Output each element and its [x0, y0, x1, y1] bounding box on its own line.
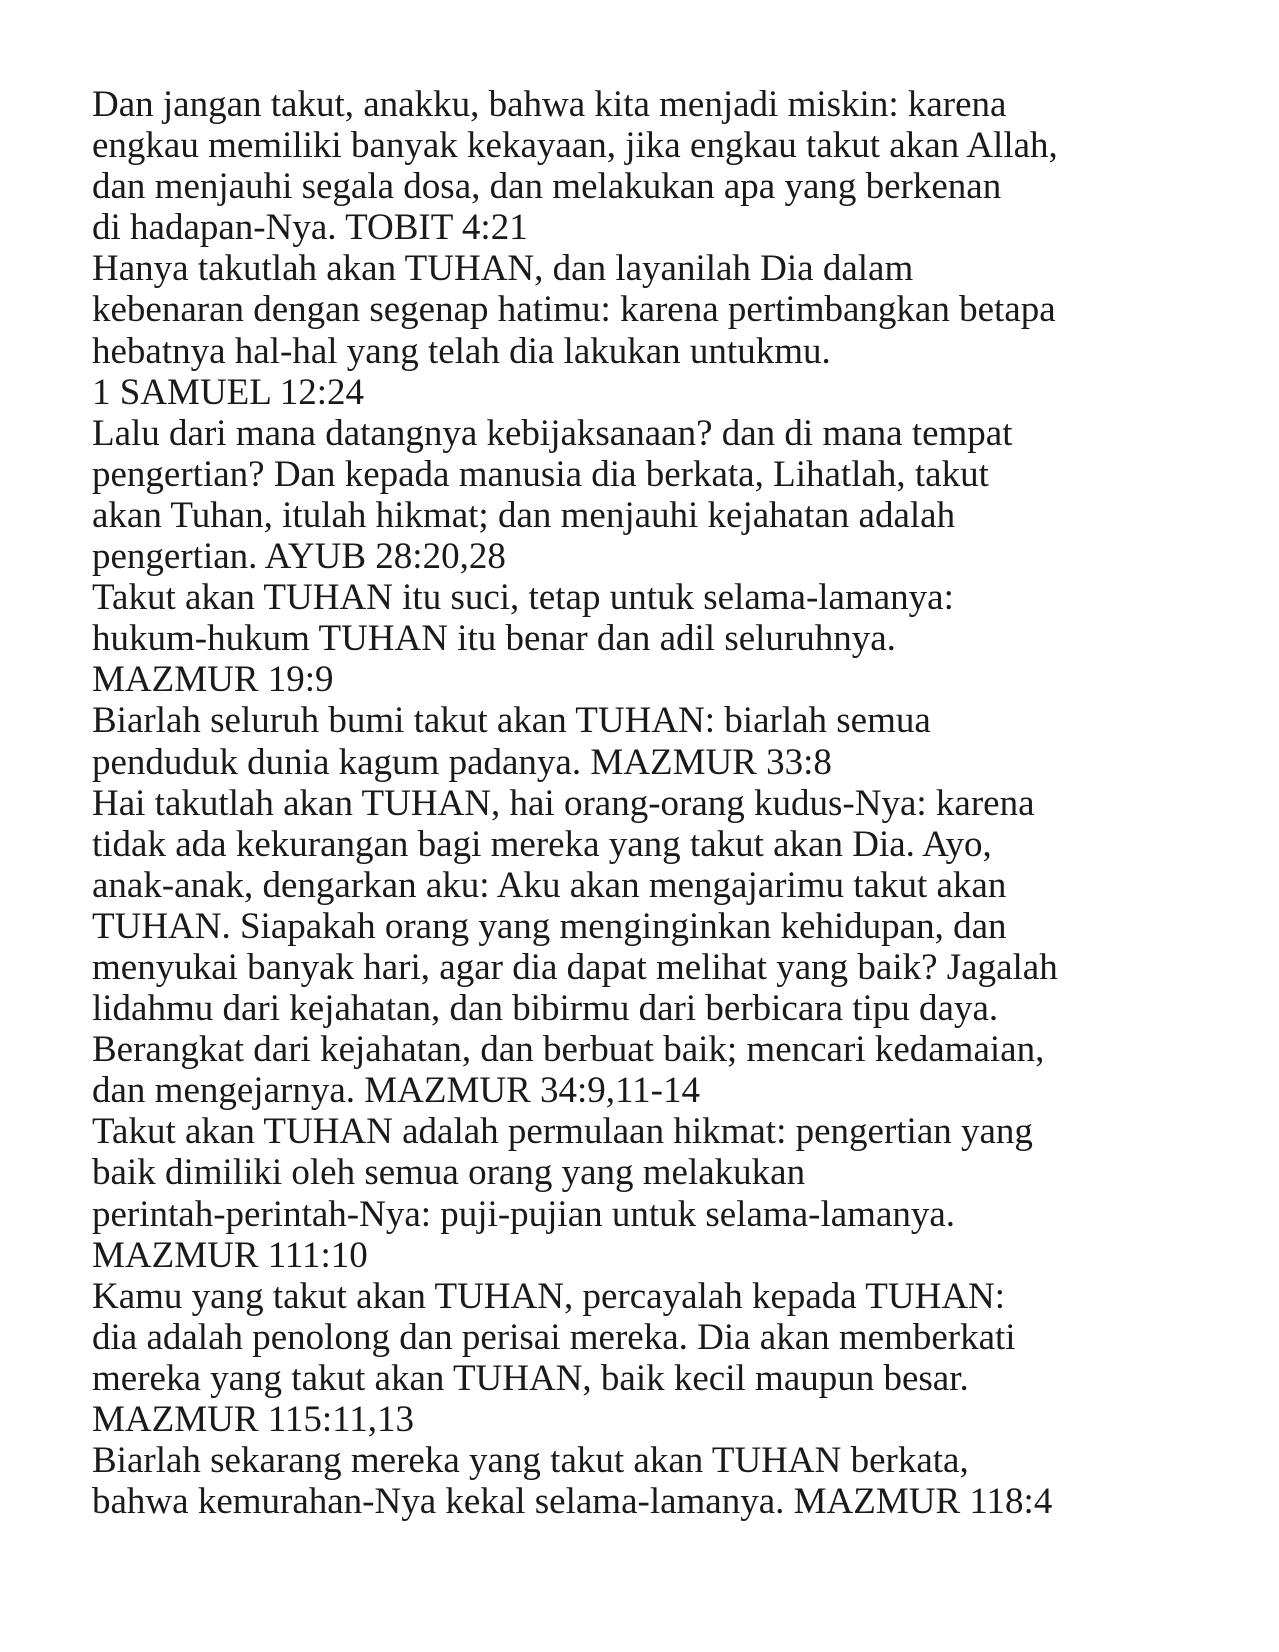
- text-line: Takut akan TUHAN itu suci, tetap untuk selama-lamanya:: [92, 577, 954, 619]
- text-line: dan menjauhi segala dosa, dan melakukan apa yang berkenan: [92, 166, 1002, 208]
- text-line: tidak ada kekurangan bagi mereka yang takut akan Dia. Ayo,: [92, 823, 992, 865]
- text-line: anak-anak, dengarkan aku: Aku akan mengajarimu takut akan: [92, 864, 1007, 906]
- text-line: kebenaran dengan segenap hatimu: karena pertimbangkan betapa: [92, 289, 1056, 331]
- text-line: menyukai banyak hari, agar dia dapat melihat yang baik? Jagalah: [92, 946, 1058, 988]
- text-line: Biarlah seluruh bumi takut akan TUHAN: biarlah semua: [92, 700, 931, 742]
- text-line: dia adalah penolong dan perisai mereka. Dia akan memberkati: [92, 1316, 1016, 1358]
- text-line: Kamu yang takut akan TUHAN, percayalah kepada TUHAN:: [92, 1275, 1006, 1317]
- text-line: pengertian. AYUB 28:20,28: [92, 536, 506, 578]
- text-line: mereka yang takut akan TUHAN, baik kecil maupun besar.: [92, 1357, 969, 1399]
- text-line: lidahmu dari kejahatan, dan bibirmu dari berbicara tipu daya.: [92, 988, 999, 1030]
- text-line: hebatnya hal-hal yang telah dia lakukan untukmu.: [92, 330, 831, 372]
- text-line: engkau memiliki banyak kekayaan, jika engkau takut akan Allah,: [92, 125, 1058, 167]
- text-line: Takut akan TUHAN adalah permulaan hikmat: pengertian yang: [92, 1111, 1033, 1153]
- text-line: Lalu dari mana datangnya kebijaksanaan? dan di mana tempat: [92, 412, 1013, 454]
- text-line: Berangkat dari kejahatan, dan berbuat baik; mencari kedamaian,: [92, 1029, 1045, 1071]
- scripture-text-block: [92, 84, 1279, 1522]
- text-line: Biarlah sekarang mereka yang takut akan TUHAN berkata,: [92, 1440, 969, 1482]
- text-line: MAZMUR 19:9: [92, 659, 334, 701]
- text-line: dan mengejarnya. MAZMUR 34:9,11-14: [92, 1070, 700, 1112]
- text-line: MAZMUR 115:11,13: [92, 1399, 415, 1440]
- text-line: Hai takutlah akan TUHAN, hai orang-orang kudus-Nya: karena: [92, 782, 1035, 824]
- text-line: 1 SAMUEL 12:24: [92, 371, 365, 413]
- text-line: di hadapan-Nya. TOBIT 4:21: [92, 207, 528, 249]
- text-line: Hanya takutlah akan TUHAN, dan layanilah Dia dalam: [92, 248, 914, 290]
- text-line: Dan jangan takut, anakku, bahwa kita menjadi miskin: karena: [92, 84, 1007, 125]
- text-line: penduduk dunia kagum padanya. MAZMUR 33:8: [92, 741, 832, 783]
- text-line: perintah-perintah-Nya: puji-pujian untuk selama-lamanya.: [92, 1193, 956, 1235]
- text-line: TUHAN. Siapakah orang yang menginginkan kehidupan, dan: [92, 905, 1007, 947]
- text-line: pengertian? Dan kepada manusia dia berkata, Lihatlah, takut: [92, 453, 989, 495]
- text-line: MAZMUR 111:10: [92, 1234, 368, 1276]
- text-line: baik dimiliki oleh semua orang yang melakukan: [92, 1152, 806, 1194]
- text-line: akan Tuhan, itulah hikmat; dan menjauhi kejahatan adalah: [92, 494, 956, 536]
- text-line: hukum-hukum TUHAN itu benar dan adil seluruhnya.: [92, 618, 896, 660]
- text-line: bahwa kemurahan-Nya kekal selama-lamanya. MAZMUR 118:4: [92, 1481, 1053, 1523]
